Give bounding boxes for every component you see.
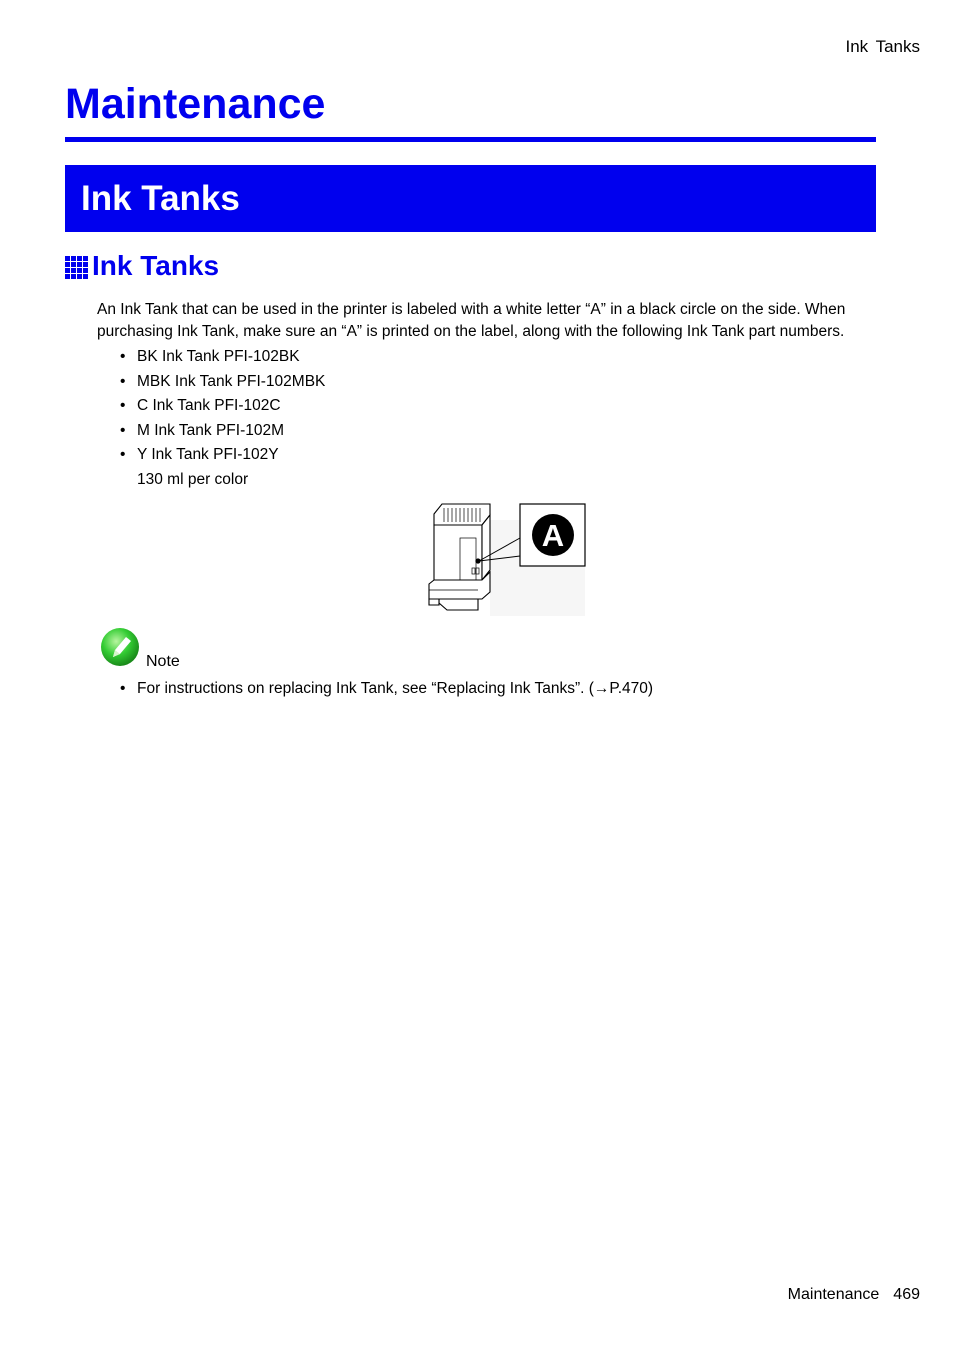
note-text: For instructions on replacing Ink Tank, see “Replacing Ink Tanks”. (→P.470) xyxy=(137,680,654,697)
section-banner xyxy=(65,165,876,232)
list-item xyxy=(120,370,325,395)
part-label: C Ink Tank PFI-102C xyxy=(137,397,281,415)
part-label: Y Ink Tank PFI-102Y xyxy=(137,446,279,464)
list-item xyxy=(120,345,325,370)
part-label: MBK Ink Tank PFI-102MBK xyxy=(137,372,326,390)
list-item xyxy=(120,677,653,701)
note-pencil-icon xyxy=(100,627,142,669)
footer-section: Maintenance xyxy=(787,1286,880,1303)
bullet: • xyxy=(120,680,126,697)
part-label: BK Ink Tank PFI-102BK xyxy=(137,348,300,365)
volume-note: 130 ml per color xyxy=(137,471,249,488)
bullet: • xyxy=(120,446,126,464)
callout-letter: A xyxy=(541,518,565,553)
bullet: • xyxy=(120,421,126,439)
ink-tank-illustration xyxy=(420,500,590,618)
intro-paragraph: An Ink Tank that can be used in the printer is labeled with a white letter “A” in a black circle on the side. When purchasing Ink Tank, make sure an “A” is printed on the label, along with the following Ink Tank part numbers. xyxy=(97,301,846,340)
subsection-title: Ink Tanks xyxy=(92,250,220,281)
part-label: M Ink Tank PFI-102M xyxy=(137,421,285,439)
page-number: 469 xyxy=(893,1286,920,1303)
note-list xyxy=(120,677,653,701)
list-item xyxy=(120,394,325,419)
grid-icon xyxy=(65,256,88,279)
running-header: Ink Tanks xyxy=(845,37,920,56)
list-item xyxy=(120,419,325,444)
page-footer xyxy=(788,1286,920,1304)
part-number-list xyxy=(120,345,325,468)
chapter-rule xyxy=(65,137,876,142)
bullet: • xyxy=(120,372,126,390)
chapter-title: Maintenance xyxy=(65,80,326,128)
bullet: • xyxy=(120,397,126,415)
section-title: Ink Tanks xyxy=(81,179,240,218)
bullet: • xyxy=(120,348,126,365)
list-item xyxy=(120,443,325,468)
note-label: Note xyxy=(146,653,180,670)
